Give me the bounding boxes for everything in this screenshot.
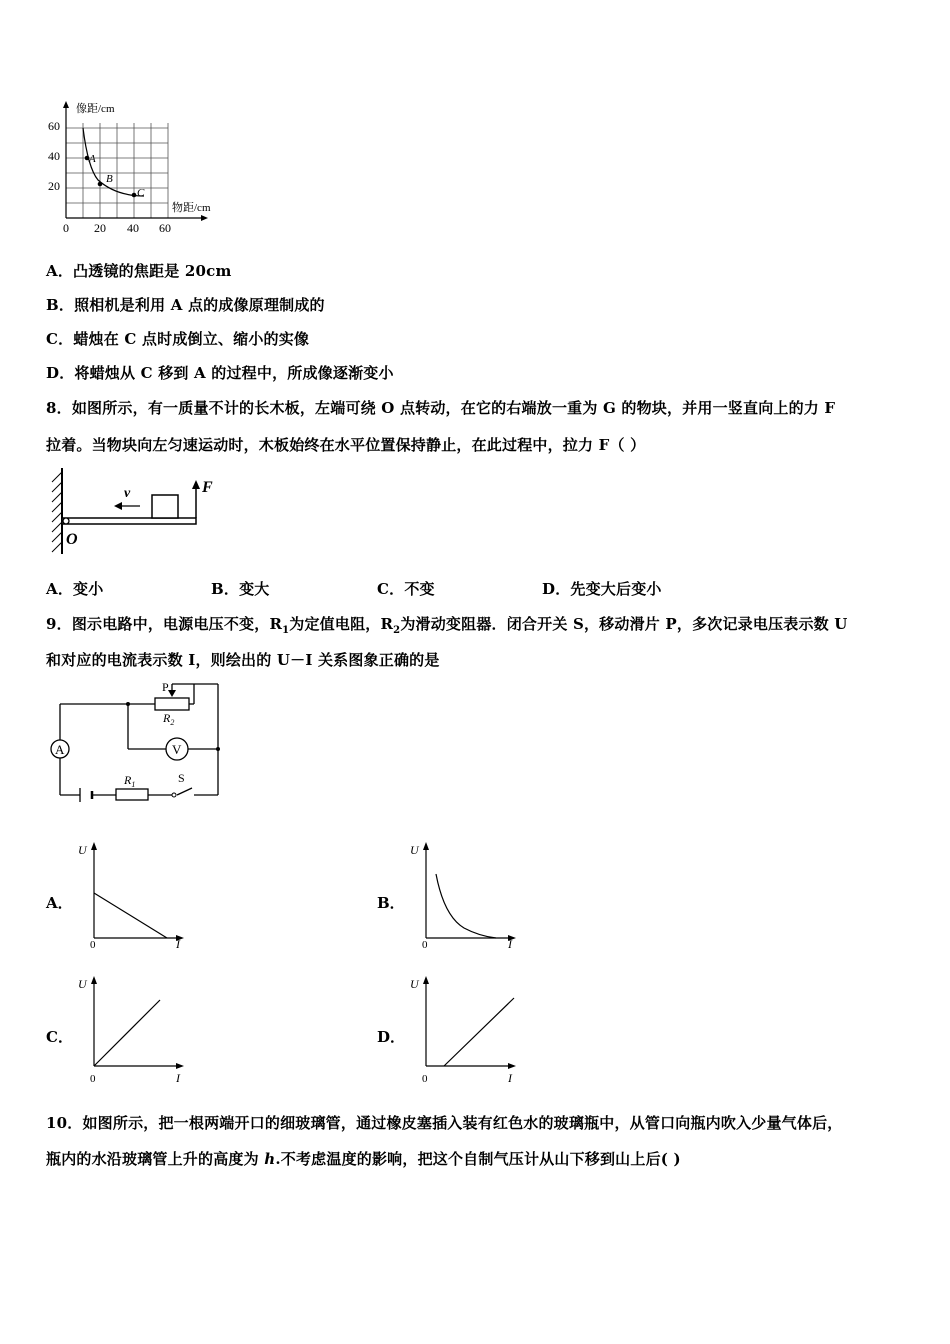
q9-graph-d xyxy=(404,972,524,1084)
y-tick: 60 xyxy=(48,119,60,133)
svg-text:I: I xyxy=(508,937,512,950)
q9-graph-b xyxy=(404,838,524,950)
q8-option-c: C．不变 xyxy=(377,580,435,598)
circuit-diagram xyxy=(42,678,227,808)
switch-label: S xyxy=(178,771,185,785)
x-tick: 0 xyxy=(63,221,69,235)
svg-text:U: U xyxy=(78,843,87,857)
svg-text:U: U xyxy=(78,977,87,991)
ammeter-label: A xyxy=(55,742,65,757)
q7-option-a: A．凸透镜的焦距是 20cm xyxy=(46,262,232,280)
y-tick: 20 xyxy=(48,179,60,193)
q9-option-b-label: B． xyxy=(377,894,405,912)
voltmeter-label: V xyxy=(172,742,182,757)
svg-text:0: 0 xyxy=(422,1073,428,1084)
image-distance-object-distance-graph xyxy=(44,98,234,238)
svg-text:0: 0 xyxy=(422,939,428,950)
q8-option-b: B．变大 xyxy=(211,580,270,598)
point-label-a: A xyxy=(89,153,96,165)
q8-option-a: A．变小 xyxy=(46,580,104,598)
force-label: F xyxy=(202,479,213,496)
q7-option-c: C．蜡烛在 C 点时成倒立、缩小的实像 xyxy=(46,330,310,348)
svg-text:U: U xyxy=(410,843,419,857)
q10-stem-line1: 10．如图所示，把一根两端开口的细玻璃管，通过橡皮塞插入装有红色水的玻璃瓶中，从管口向瓶内吹入少量气体后， xyxy=(46,1114,843,1132)
svg-text:I: I xyxy=(508,1071,512,1084)
q9-option-d-label: D． xyxy=(377,1028,406,1046)
q9-stem-line1: 9．图示电路中，电源电压不变，$R_1$为定值电阻，$R_2$为滑动变阻器．闭合开关 S，移动滑片 P，多次记录电压表示数 U xyxy=(46,615,848,636)
q9-graph-a xyxy=(72,838,192,950)
x-tick: 60 xyxy=(159,221,171,235)
r1-label: $R_1$ xyxy=(124,773,136,789)
velocity-label: v xyxy=(124,486,131,501)
q9-option-a-label: A． xyxy=(46,894,73,912)
q9-graph-c xyxy=(72,972,192,1084)
x-tick: 40 xyxy=(127,221,139,235)
x-tick: 20 xyxy=(94,221,106,235)
q10-stem-line2: 瓶内的水沿玻璃管上升的高度为 h.不考虑温度的影响，把这个自制气压计从山下移到山上后( ) xyxy=(46,1150,681,1168)
q8-stem-line1: 8．如图所示，有一质量不计的长木板，左端可绕 O 点转动，在它的右端放一重为 G 的物块，并用一竖直向上的力 F xyxy=(46,399,836,417)
svg-text:I: I xyxy=(176,1071,180,1084)
q7-option-b: B．照相机是利用 A 点的成像原理制成的 xyxy=(46,296,325,314)
point-label-c: C xyxy=(137,187,145,199)
svg-text:0: 0 xyxy=(90,939,96,950)
q7-option-d: D．将蜡烛从 C 移到 A 的过程中，所成像逐渐变小 xyxy=(46,364,394,382)
point-label-b: B xyxy=(106,173,113,185)
svg-text:0: 0 xyxy=(90,1073,96,1084)
y-axis-label: 像距/cm xyxy=(76,103,115,115)
q9-stem-line2: 和对应的电流表示数 I，则绘出的 U－I 关系图象正确的是 xyxy=(46,651,440,669)
x-axis-label: 物距/cm xyxy=(172,202,211,214)
svg-text:I: I xyxy=(176,937,180,950)
y-tick: 40 xyxy=(48,149,60,163)
svg-text:U: U xyxy=(410,977,419,991)
lever-board-figure xyxy=(40,466,230,558)
pivot-label: O xyxy=(66,531,78,548)
slider-label: P xyxy=(162,680,169,694)
q8-stem-line2: 拉着。当物块向左匀速运动时，木板始终在水平位置保持静止，在此过程中，拉力 F（ ） xyxy=(46,436,646,454)
r2-label: $R_2$ xyxy=(163,711,175,727)
q8-option-d: D．先变大后变小 xyxy=(542,580,662,598)
q9-option-c-label: C． xyxy=(46,1028,73,1046)
